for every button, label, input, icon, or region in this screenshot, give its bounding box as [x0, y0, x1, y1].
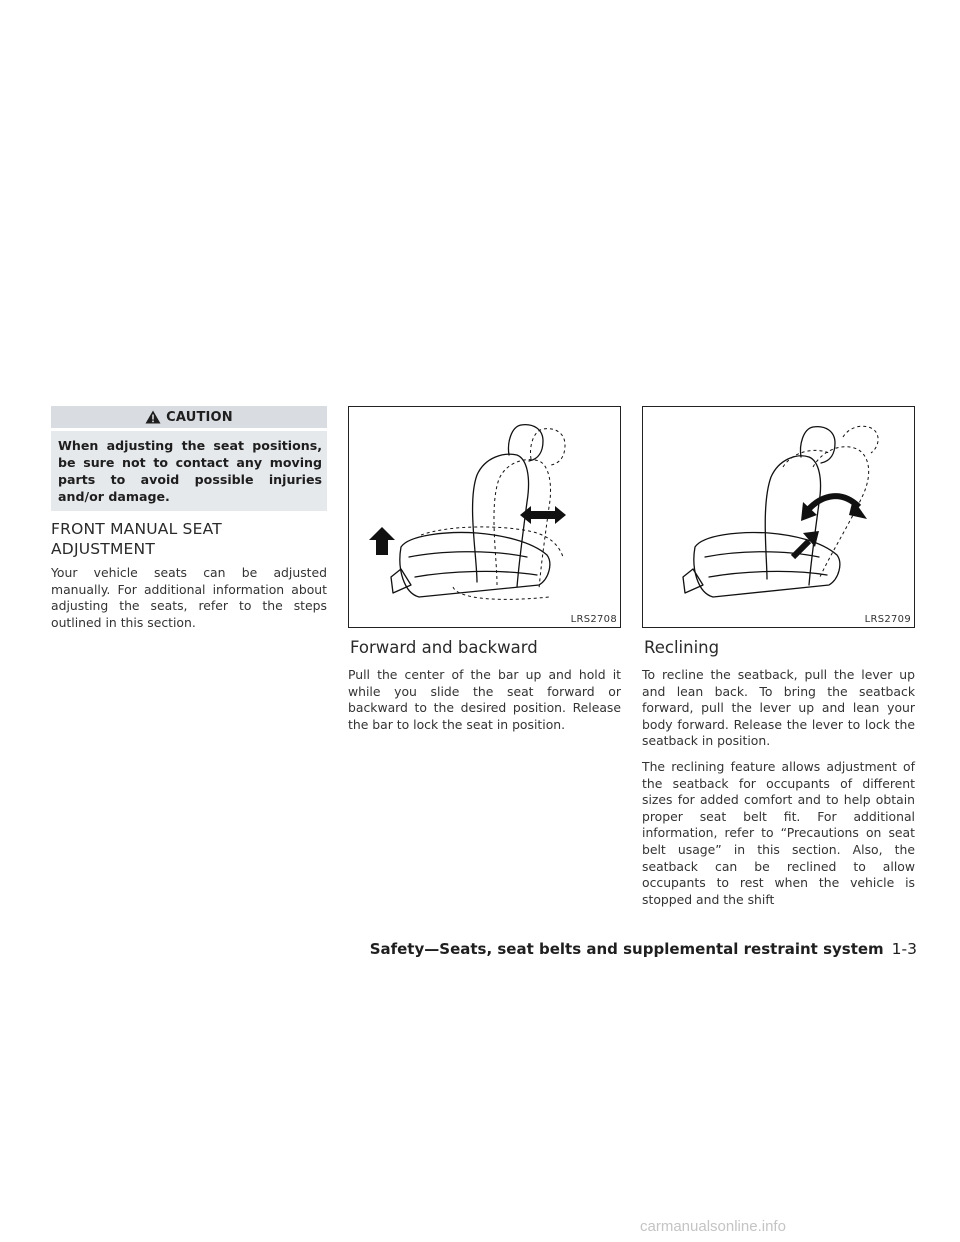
warning-icon [145, 410, 161, 424]
footer-section-title: Safety—Seats, seat belts and supplemental restraint system [369, 940, 884, 958]
figure-reclining [642, 406, 915, 628]
caution-title: CAUTION [166, 409, 233, 425]
figure-forward-backward [348, 406, 621, 628]
seat-recline-illustration [643, 407, 914, 627]
reclining-paragraph-1: To recline the seatback, pull the lever up and lean back. To bring the seatback forward, pull the lever up and lean your body forward. Release the lever to lock the seatback in position. [642, 667, 915, 749]
right-column [642, 406, 915, 917]
subheading-reclining: Reclining [644, 638, 720, 657]
watermark: carmanualsonline.info [640, 1218, 786, 1235]
figure-code-reclining: LRS2709 [864, 614, 911, 625]
caution-header [51, 406, 327, 428]
middle-column [348, 406, 621, 742]
section-heading-front-manual-seat: FRONT MANUAL SEAT ADJUSTMENT [51, 520, 222, 558]
subheading-forward-backward: Forward and backward [350, 638, 538, 657]
figure-code-forward: LRS2708 [570, 614, 617, 625]
page-footer [0, 940, 917, 958]
section-intro-paragraph: Your vehicle seats can be adjusted manually. For additional information about adjusting the seats, refer to the steps outlined in this section. [51, 565, 327, 630]
seat-slide-illustration [349, 407, 620, 627]
left-column [51, 406, 327, 640]
caution-text: When adjusting the seat positions, be sure not to contact any moving parts to avoid possible injuries and/or damage. [51, 431, 327, 511]
forward-backward-paragraph: Pull the center of the bar up and hold it while you slide the seat forward or backward to the desired position. Release the bar to lock the seat in position. [348, 667, 621, 732]
page-number: 1-3 [891, 940, 917, 958]
reclining-paragraph-2: The reclining feature allows adjustment of the seatback for occupants of different sizes for added comfort and to help obtain proper seat belt fit. For additional information, refer to “Precautions on seat belt usage” in this section. Also, the seatback can be reclined to allow occupants to rest when the vehicle is stopped and the shift [642, 758, 915, 907]
